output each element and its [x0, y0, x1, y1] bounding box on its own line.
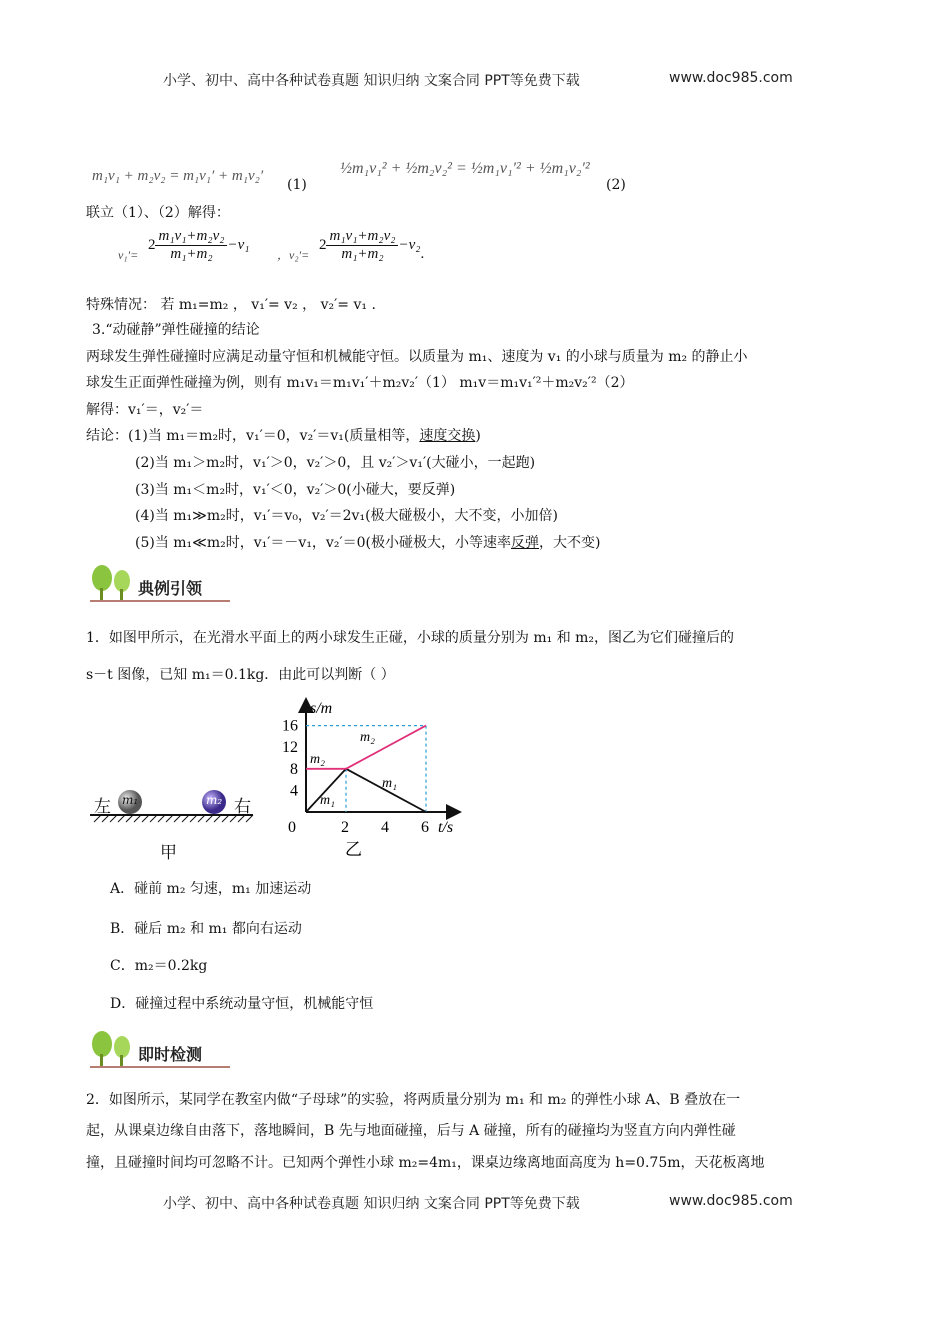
chart-st — [270, 695, 470, 865]
solve-line: 解得：v₁′＝，v₂′＝ — [86, 402, 204, 418]
tree-icon — [88, 1030, 138, 1070]
banner-underline — [90, 1066, 230, 1068]
conclusion-1-text: (1)当 m₁＝m₂时，v₁′＝0，v₂′＝v₁(质量相等， — [128, 428, 420, 444]
q2-line-2: 起，从课桌边缘自由落下，落地瞬间，B 先与地面碰撞，后与 A 碰撞，所有的碰撞均为竖直方向内弹性碰 — [86, 1123, 736, 1139]
paragraph-line-1: 两球发生弹性碰撞时应满足动量守恒和机械能守恒。以质量为 m₁、速度为 v₁ 的小球与质量为 m₂ 的静止小 — [86, 349, 748, 365]
conclusion-3: (3)当 m₁＜m₂时，v₁′＜0，v₂′＞0(小碰大，要反弹) — [135, 482, 456, 498]
v2-coefficient: 2 — [318, 237, 327, 253]
conclusion-1-end: ) — [475, 428, 481, 444]
y-tick-label: 12 — [282, 739, 298, 757]
chart-st-svg — [270, 695, 470, 865]
solution-end: . — [420, 246, 425, 262]
x-tick-label: 2 — [341, 819, 349, 836]
v1-label: v₁′= — [118, 248, 139, 262]
paragraph-line-2: 球发生正面弹性碰撞为例，则有 m₁v₁＝m₁v₁′＋m₂v₂′（1） m₁v＝m₁v₁′²＋m₂v₂′²（2） — [86, 375, 634, 391]
x-axis-label: t/s — [438, 819, 454, 836]
option-a[interactable]: A．碰前 m₂ 匀速，m₁ 加速运动 — [110, 881, 312, 897]
series-label-m1-left: m₁ — [320, 793, 335, 808]
v1-numerator: m₁v₁+m₂v₂ — [155, 228, 227, 246]
header-url[interactable]: www.doc985.com — [669, 70, 793, 86]
q1-line-1: 1．如图甲所示，在光滑水平面上的两小球发生正碰，小球的质量分别为 m₁ 和 m₂，图乙为它们碰撞后的 — [86, 630, 735, 646]
v1-denominator: m₁+m₂ — [170, 246, 213, 262]
q1-line-2: s－t 图像，已知 m₁＝0.1kg．由此可以判断（ ） — [86, 667, 395, 683]
footer-url[interactable]: www.doc985.com — [669, 1193, 793, 1209]
option-c[interactable]: C．m₂＝0.2kg — [110, 958, 208, 974]
x-tick-label: 6 — [421, 819, 429, 836]
v2-denominator: m₁+m₂ — [341, 246, 384, 262]
series-label-m1-right: m₁ — [382, 776, 397, 791]
conclusion-1-underlined: 速度交换 — [419, 428, 476, 444]
section3-title: 3.“动碰静”弹性碰撞的结论 — [92, 322, 260, 338]
figure-jia — [88, 780, 258, 863]
v1-coefficient: 2 — [147, 237, 156, 253]
conclusion-2: (2)当 m₁＞m₂时，v₁′＞0，v₂′＞0，且 v₂′＞v₁′(大碰小，一起跑) — [135, 455, 536, 471]
series-label-m2-left: m₂ — [310, 752, 325, 767]
y-tick-label: 8 — [290, 760, 298, 778]
equation-energy: ½m₁v₁² + ½m₂v₂² = ½m₁v₁′² + ½m₁v₂′² — [340, 160, 590, 177]
x-tick-label: 4 — [381, 819, 389, 836]
header-text: 小学、初中、高中各种试卷真题 知识归纳 文案合同 PPT等免费下载 — [163, 73, 580, 89]
x-tick-label: 0 — [288, 819, 296, 836]
y-tick-label: 16 — [282, 717, 298, 735]
conclusion-5-end: ，大不变) — [539, 535, 601, 551]
solution-v1 — [118, 228, 249, 263]
caption-jia: 甲 — [160, 843, 177, 863]
v2-label: ，v₂′= — [277, 248, 310, 262]
conclusion-1 — [86, 426, 481, 446]
footer-text: 小学、初中、高中各种试卷真题 知识归纳 文案合同 PPT等免费下载 — [163, 1196, 580, 1212]
joint-solve-text: 联立（1）、（2）解得： — [86, 205, 230, 221]
q2-line-3: 撞，且碰撞时间均可忽略不计。已知两个弹性小球 m₂=4m₁，课桌边缘离地面高度为 h=0.75m，天花板离地 — [86, 1155, 765, 1171]
label-left: 左 — [94, 797, 111, 817]
conclusion-label: 结论： — [86, 428, 128, 444]
chart-caption: 乙 — [345, 840, 362, 859]
banner-check-label: 即时检测 — [138, 1045, 203, 1064]
v2-numerator: m₁v₁+m₂v₂ — [326, 228, 398, 246]
y-tick-label: 4 — [290, 782, 298, 800]
minus-v2: −v₂ — [398, 237, 421, 253]
v2-fraction — [326, 228, 398, 263]
q2-line-1: 2．如图所示，某同学在教室内做“子母球”的实验，将两质量分别为 m₁ 和 m₂ 的弹性小球 A、B 叠放在一 — [86, 1092, 741, 1108]
label-ball-m2: m₂ — [206, 793, 223, 807]
v1-fraction — [155, 228, 227, 263]
special-case-text: 特殊情况： 若 m₁=m₂ ， v₁′= v₂ ， v₂′= v₁ . — [86, 297, 376, 313]
equation-1-number: (1) — [287, 177, 307, 193]
section-banner-check — [86, 1030, 236, 1070]
conclusion-5 — [135, 533, 600, 553]
option-b[interactable]: B．碰后 m₂ 和 m₁ 都向右运动 — [110, 921, 302, 937]
banner-underline — [90, 600, 230, 602]
y-axis-label: s/m — [310, 700, 333, 717]
ground-hatching — [94, 815, 253, 822]
label-ball-m1: m₁ — [122, 793, 139, 807]
conclusion-4: (4)当 m₁≫m₂时，v₁′＝v₀，v₂′＝2v₁(极大碰极小，大不变，小加倍) — [135, 508, 558, 524]
label-right: 右 — [234, 797, 251, 817]
conclusion-5-underlined: 反弹 — [511, 535, 540, 551]
option-d[interactable]: D．碰撞过程中系统动量守恒，机械能守恒 — [110, 996, 374, 1012]
solution-v2 — [277, 228, 424, 263]
banner-examples-label: 典例引领 — [138, 579, 203, 598]
equation-2-number: (2) — [606, 177, 626, 193]
section-banner-examples — [86, 564, 236, 604]
minus-v1: −v₁ — [227, 237, 250, 253]
equation-momentum: m₁v₁ + m₂v₂ = m₁v₁′ + m₁v₂′ — [92, 168, 264, 184]
tree-icon — [88, 564, 138, 604]
conclusion-5-text: (5)当 m₁≪m₂时，v₁′＝－v₁，v₂′＝0(极小碰极大，小等速率 — [135, 535, 512, 551]
series-label-m2-right: m₂ — [360, 730, 375, 745]
